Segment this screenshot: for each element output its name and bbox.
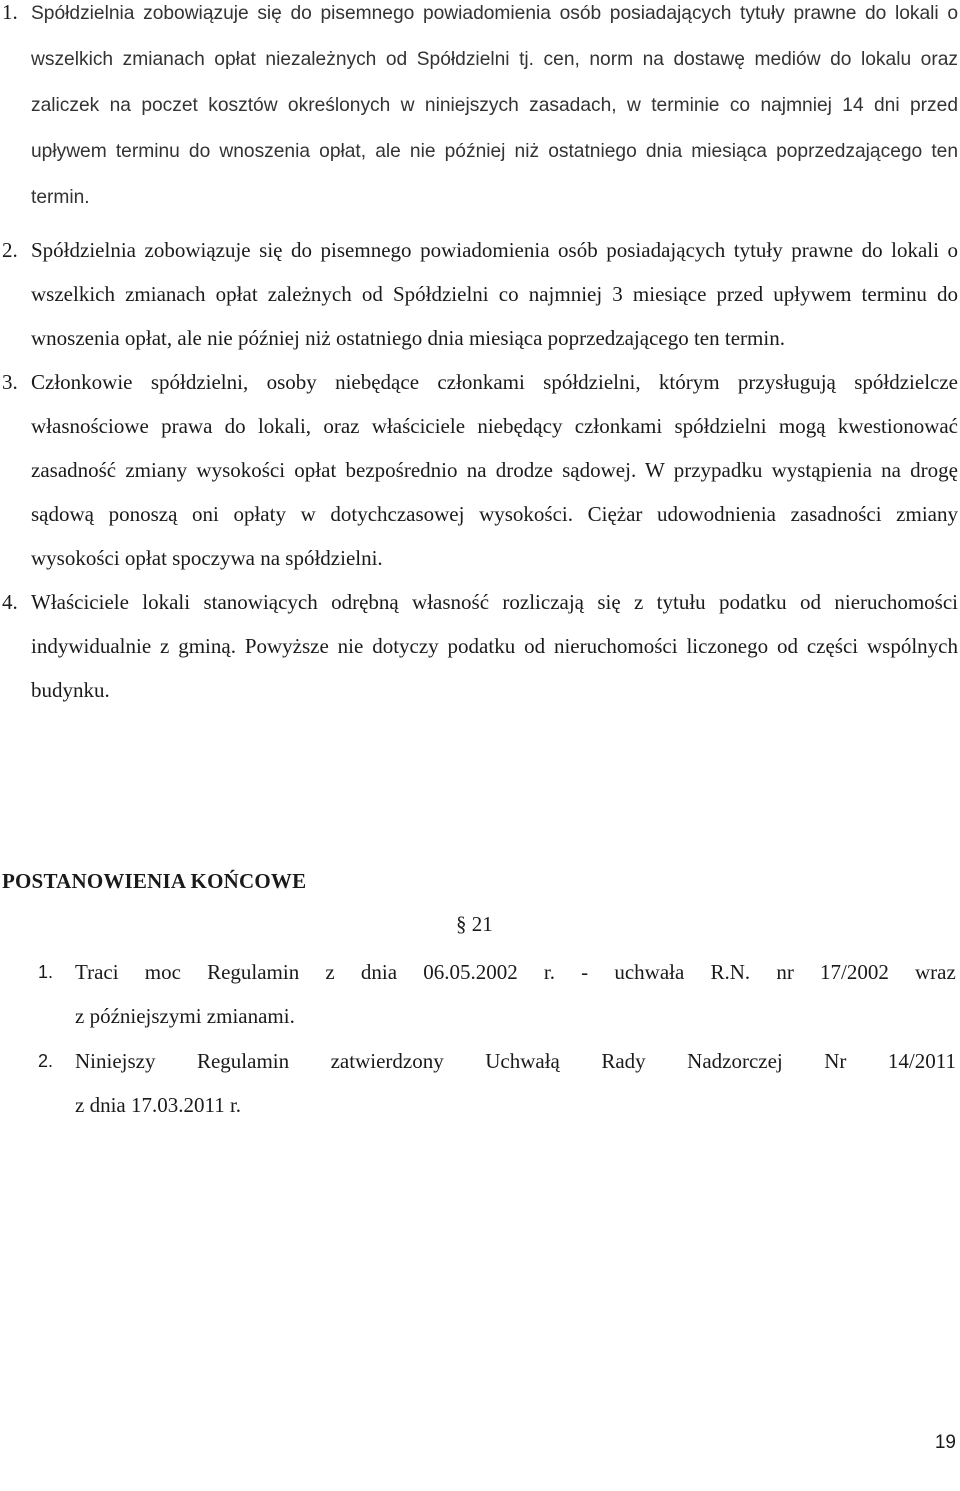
line-word: uchwała (614, 960, 685, 984)
line-word: Rady (601, 1049, 646, 1073)
line-word: Niniejszy (75, 1049, 156, 1073)
final-item-continuation: z dnia 17.03.2011 r. (75, 1093, 242, 1117)
line-word: Regulamin (196, 1049, 290, 1073)
list-text: Właściciele lokali stanowiących odrębną własność rozliczają się z tytułu podatku od nieruchomości indywidualnie z gminą. Powyższe nie dotyczy podatku od nieruchomości liczonego od części wspólnych budynku. (31, 590, 958, 702)
line-word: 06.05.2002 (423, 960, 518, 984)
list-number: 4. (2, 590, 18, 614)
line-word: 14/2011 (887, 1049, 956, 1073)
page-number: 19 (934, 1432, 956, 1453)
list-item-3 (0, 360, 960, 580)
line-word: wraz (915, 960, 956, 984)
line-word: Regulamin (207, 960, 300, 984)
line-word: 17/2002 (820, 960, 889, 984)
line-word: Uchwałą (485, 1049, 560, 1073)
line-word: Traci (75, 960, 119, 984)
final-item-line (75, 1039, 956, 1083)
list-item-2 (0, 228, 960, 360)
list-number: 3. (2, 370, 18, 394)
section-heading: POSTANOWIENIA KOŃCOWE (2, 869, 307, 893)
line-word: Nadzorczej (687, 1049, 783, 1073)
line-word: z (325, 960, 335, 984)
list-number: 2. (38, 1051, 54, 1071)
list-number: 2. (2, 238, 18, 262)
line-word: zatwierdzony (330, 1049, 444, 1073)
line-word: - (581, 960, 589, 984)
final-item-continuation: z późniejszymi zmianami. (75, 1004, 295, 1028)
line-word: nr (776, 960, 794, 984)
list-text: Spółdzielnia zobowiązuje się do pisemnego powiadomienia osób posiadających tytuły prawne do lokali o wszelkich zmianach opłat zależnych od Spółdzielni co najmniej 3 miesiące przed upływem terminu do wnoszenia opłat, ale nie później niż ostatniego dnia miesiąca poprzedzającego ten termin. (31, 238, 958, 350)
list-item-1 (0, 0, 960, 220)
line-word: R.N. (710, 960, 751, 984)
line-word: moc (144, 960, 181, 984)
line-word: Nr (824, 1049, 847, 1073)
list-text: Spółdzielnia zobowiązuje się do pisemnego powiadomienia osób posiadających tytuły prawne do lokali o wszelkich zmianach opłat niezależnych od Spółdzielni tj. cen, norm na dostawę mediów do lokalu oraz zaliczek na poczet kosztów określonych w niniejszych zasadach, w terminie co najmniej 14 dni przed upływem terminu do wnoszenia opłat, ale nie później niż ostatniego dnia miesiąca poprzedzającego ten termin. (31, 3, 958, 208)
line-word: dnia (360, 960, 398, 984)
line-word: r. (543, 960, 555, 984)
list-number: 1. (2, 0, 18, 24)
section-number: § 21 (456, 912, 493, 936)
list-number: 1. (38, 962, 54, 982)
numbered-list (0, 0, 960, 714)
list-text: Członkowie spółdzielni, osoby niebędące członkami spółdzielni, którym przysługują spółdzielcze własnościowe prawa do lokali, oraz właściciele niebędący członkami spółdzielni mogą kwestionować zasadność zmiany wysokości opłat bezpośrednio na drodze sądowej. W przypadku wystąpienia na drogę sądową ponoszą oni opłaty w dotychczasowej wysokości. Ciężar udowodnienia zasadności zmiany wysokości opłat spoczywa na spółdzielni. (31, 370, 958, 570)
final-item-line (75, 950, 956, 994)
list-item-4 (0, 580, 960, 712)
